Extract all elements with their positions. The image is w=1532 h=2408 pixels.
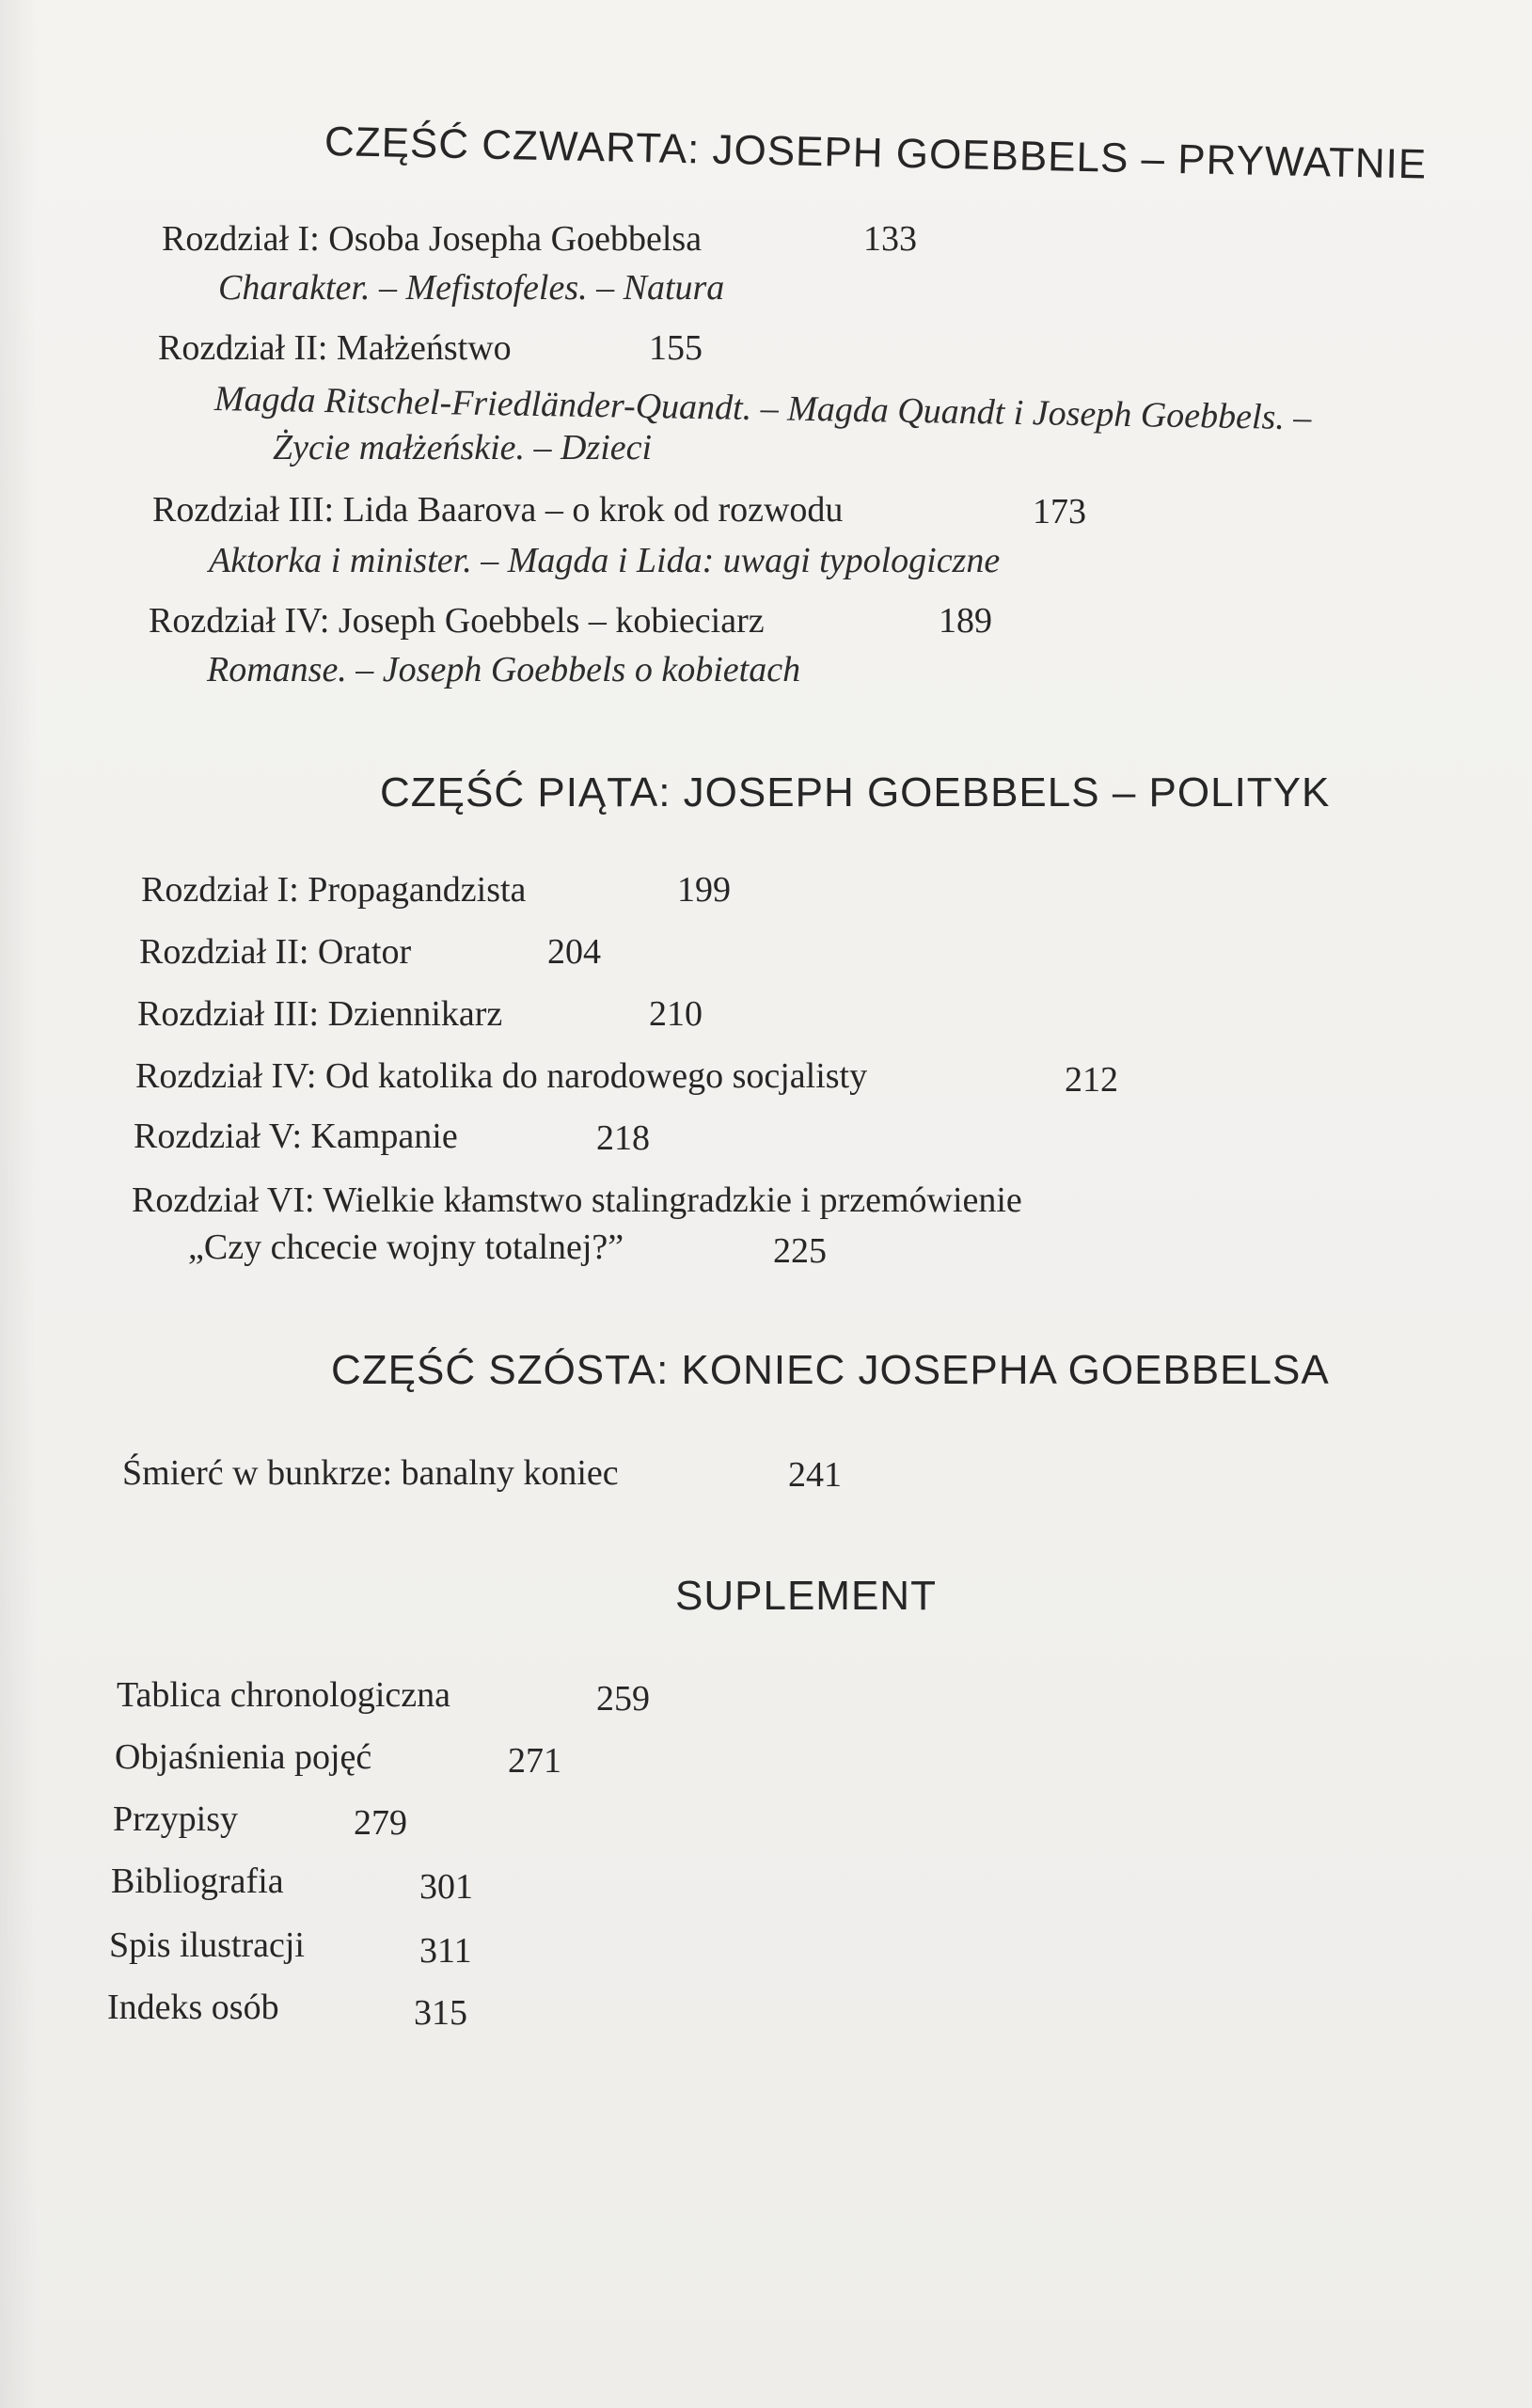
part4-ch3-page: 173 <box>1033 492 1086 531</box>
supplement-item-page: 279 <box>354 1803 407 1843</box>
part4-ch3-sub: Aktorka i minister. – Magda i Lida: uwagi typologiczne <box>209 541 1001 580</box>
part5-ch5-title: Rozdział V: Kampanie <box>134 1117 458 1156</box>
part5-heading: CZĘŚĆ PIĄTA: JOSEPH GOEBBELS – POLITYK <box>380 769 1331 816</box>
part5-ch1-page: 199 <box>677 870 731 910</box>
part5-ch3-title: Rozdział III: Dziennikarz <box>137 994 503 1034</box>
part5-ch6-page: 225 <box>773 1231 827 1271</box>
supplement-item-title: Tablica chronologiczna <box>117 1675 451 1715</box>
part5-ch6-title2: „Czy chcecie wojny totalnej?” <box>188 1228 624 1267</box>
part4-ch2-sub2: Życie małżeńskie. – Dzieci <box>273 428 653 467</box>
part4-ch4-sub: Romanse. – Joseph Goebbels o kobietach <box>207 650 801 689</box>
part5-ch3-page: 210 <box>649 994 703 1034</box>
supplement-item-page: 311 <box>419 1931 472 1971</box>
part4-ch4-page: 189 <box>939 601 992 641</box>
part4-ch4-title: Rozdział IV: Joseph Goebbels – kobieciarz <box>149 601 765 641</box>
part6-ch1-title: Śmierć w bunkrze: banalny koniec <box>122 1453 619 1493</box>
part4-ch1-title: Rozdział I: Osoba Josepha Goebbelsa <box>162 219 703 259</box>
part5-ch4-page: 212 <box>1065 1060 1118 1100</box>
part4-heading: CZĘŚĆ CZWARTA: JOSEPH GOEBBELS – PRYWATNIE <box>324 119 1428 188</box>
part5-ch2-title: Rozdział II: Orator <box>139 932 412 972</box>
page-shadow <box>0 0 38 2408</box>
part4-ch2-title: Rozdział II: Małżeństwo <box>158 328 512 368</box>
supplement-item-page: 301 <box>419 1867 473 1907</box>
supplement-item-title: Spis ilustracji <box>109 1925 305 1965</box>
part5-ch6-title1: Rozdział VI: Wielkie kłamstwo stalingradzkie i przemówienie <box>132 1180 1022 1220</box>
part4-ch1-sub: Charakter. – Mefistofeles. – Natura <box>218 268 725 308</box>
part4-ch3-title: Rozdział III: Lida Baarova – o krok od rozwodu <box>152 490 844 530</box>
part5-ch4-title: Rozdział IV: Od katolika do narodowego socjalisty <box>135 1056 868 1096</box>
part4-ch1-page: 133 <box>863 219 917 259</box>
part6-ch1-page: 241 <box>788 1455 842 1495</box>
supplement-item-page: 315 <box>414 1993 467 2033</box>
supplement-item-title: Przypisy <box>113 1799 238 1839</box>
part6-heading: CZĘŚĆ SZÓSTA: KONIEC JOSEPHA GOEBBELSA <box>331 1347 1330 1393</box>
supplement-item-title: Indeks osób <box>107 1988 279 2027</box>
supplement-item-page: 271 <box>508 1741 561 1781</box>
supplement-heading: SUPLEMENT <box>675 1573 937 1619</box>
part5-ch2-page: 204 <box>547 932 601 972</box>
supplement-item-title: Objaśnienia pojęć <box>115 1737 372 1777</box>
part5-ch1-title: Rozdział I: Propagandzista <box>141 870 527 910</box>
part5-ch5-page: 218 <box>596 1118 650 1158</box>
part4-ch2-page: 155 <box>649 328 703 368</box>
supplement-item-page: 259 <box>596 1679 650 1719</box>
part4-ch2-sub1: Magda Ritschel-Friedländer-Quandt. – Magda Quandt i Joseph Goebbels. – <box>213 379 1312 438</box>
supplement-item-title: Bibliografia <box>111 1861 284 1901</box>
